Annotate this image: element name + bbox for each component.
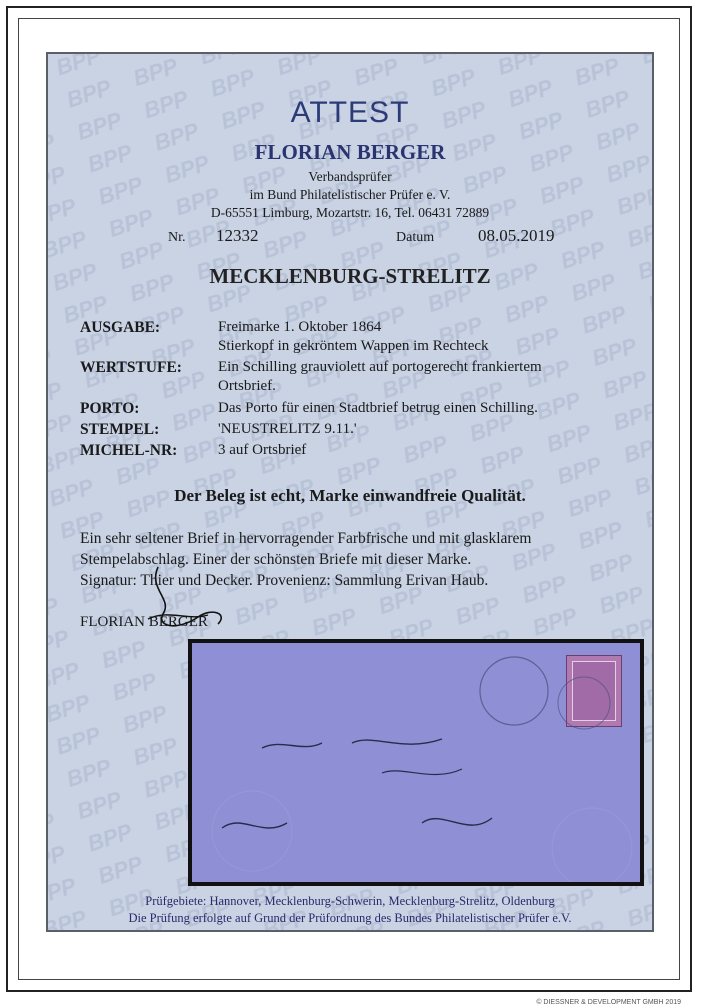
stempel-label: STEMPEL: bbox=[80, 421, 160, 438]
signature-name: FLORIAN BERGER bbox=[80, 614, 208, 630]
attest-heading: ATTEST bbox=[290, 96, 410, 129]
footer-regulation: Die Prüfung erfolgte auf Grund der Prüfordnung des Bundes Philatelistischer Prüfer e.V. bbox=[128, 911, 572, 925]
datum-label: Datum bbox=[396, 230, 435, 245]
copyright-notice: © DIESSNER & DEVELOPMENT GMBH 2019 bbox=[536, 999, 681, 1006]
cover-envelope-image bbox=[188, 639, 644, 886]
description-line-3: Signatur: Thier und Decker. Provenienz: Sammlung Erivan Haub. bbox=[80, 572, 489, 589]
envelope-markings bbox=[192, 643, 640, 882]
examiner-title: Verbandsprüfer bbox=[308, 169, 392, 184]
examiner-association: im Bund Philatelistischer Prüfer e. V. bbox=[249, 187, 451, 202]
michel-nr-label: MICHEL-NR: bbox=[80, 442, 178, 459]
certificate-panel bbox=[46, 52, 654, 932]
verdict-statement: Der Beleg ist echt, Marke einwandfreie Qualität. bbox=[174, 486, 526, 505]
nr-value: 12332 bbox=[216, 226, 259, 245]
stempel-value: 'NEUSTRELITZ 9.11.' bbox=[218, 421, 357, 437]
footer-scope: Prüfgebiete: Hannover, Mecklenburg-Schwerin, Mecklenburg-Strelitz, Oldenburg bbox=[145, 894, 555, 908]
wertstufe-label: WERTSTUFE: bbox=[80, 359, 182, 376]
michel-nr-value: 3 auf Ortsbrief bbox=[218, 442, 307, 458]
wertstufe-value: Ein Schilling grauviolett auf portogerecht frankiertem bbox=[218, 359, 542, 375]
description-line-2: Stempelabschlag. Einer der schönsten Briefe mit dieser Marke. bbox=[80, 551, 472, 568]
wertstufe-value-2: Ortsbrief. bbox=[218, 378, 276, 394]
ausgabe-label: AUSGABE: bbox=[80, 319, 161, 336]
datum-value: 08.05.2019 bbox=[478, 226, 555, 245]
porto-value: Das Porto für einen Stadtbrief betrug einen Schilling. bbox=[218, 400, 538, 416]
description-line-1: Ein sehr seltener Brief in hervorragender Farbfrische und mit glasklarem bbox=[80, 530, 532, 547]
certificate-title: MECKLENBURG-STRELITZ bbox=[209, 264, 491, 288]
ausgabe-value: Freimarke 1. Oktober 1864 bbox=[218, 319, 382, 335]
examiner-address: D-65551 Limburg, Mozartstr. 16, Tel. 06431 72889 bbox=[210, 205, 490, 220]
nr-label: Nr. bbox=[168, 230, 186, 245]
ausgabe-value-2: Stierkopf in gekröntem Wappen im Rechteck bbox=[218, 338, 489, 354]
porto-label: PORTO: bbox=[80, 400, 140, 417]
examiner-name: FLORIAN BERGER bbox=[254, 140, 446, 164]
handwritten-signature bbox=[118, 559, 238, 639]
